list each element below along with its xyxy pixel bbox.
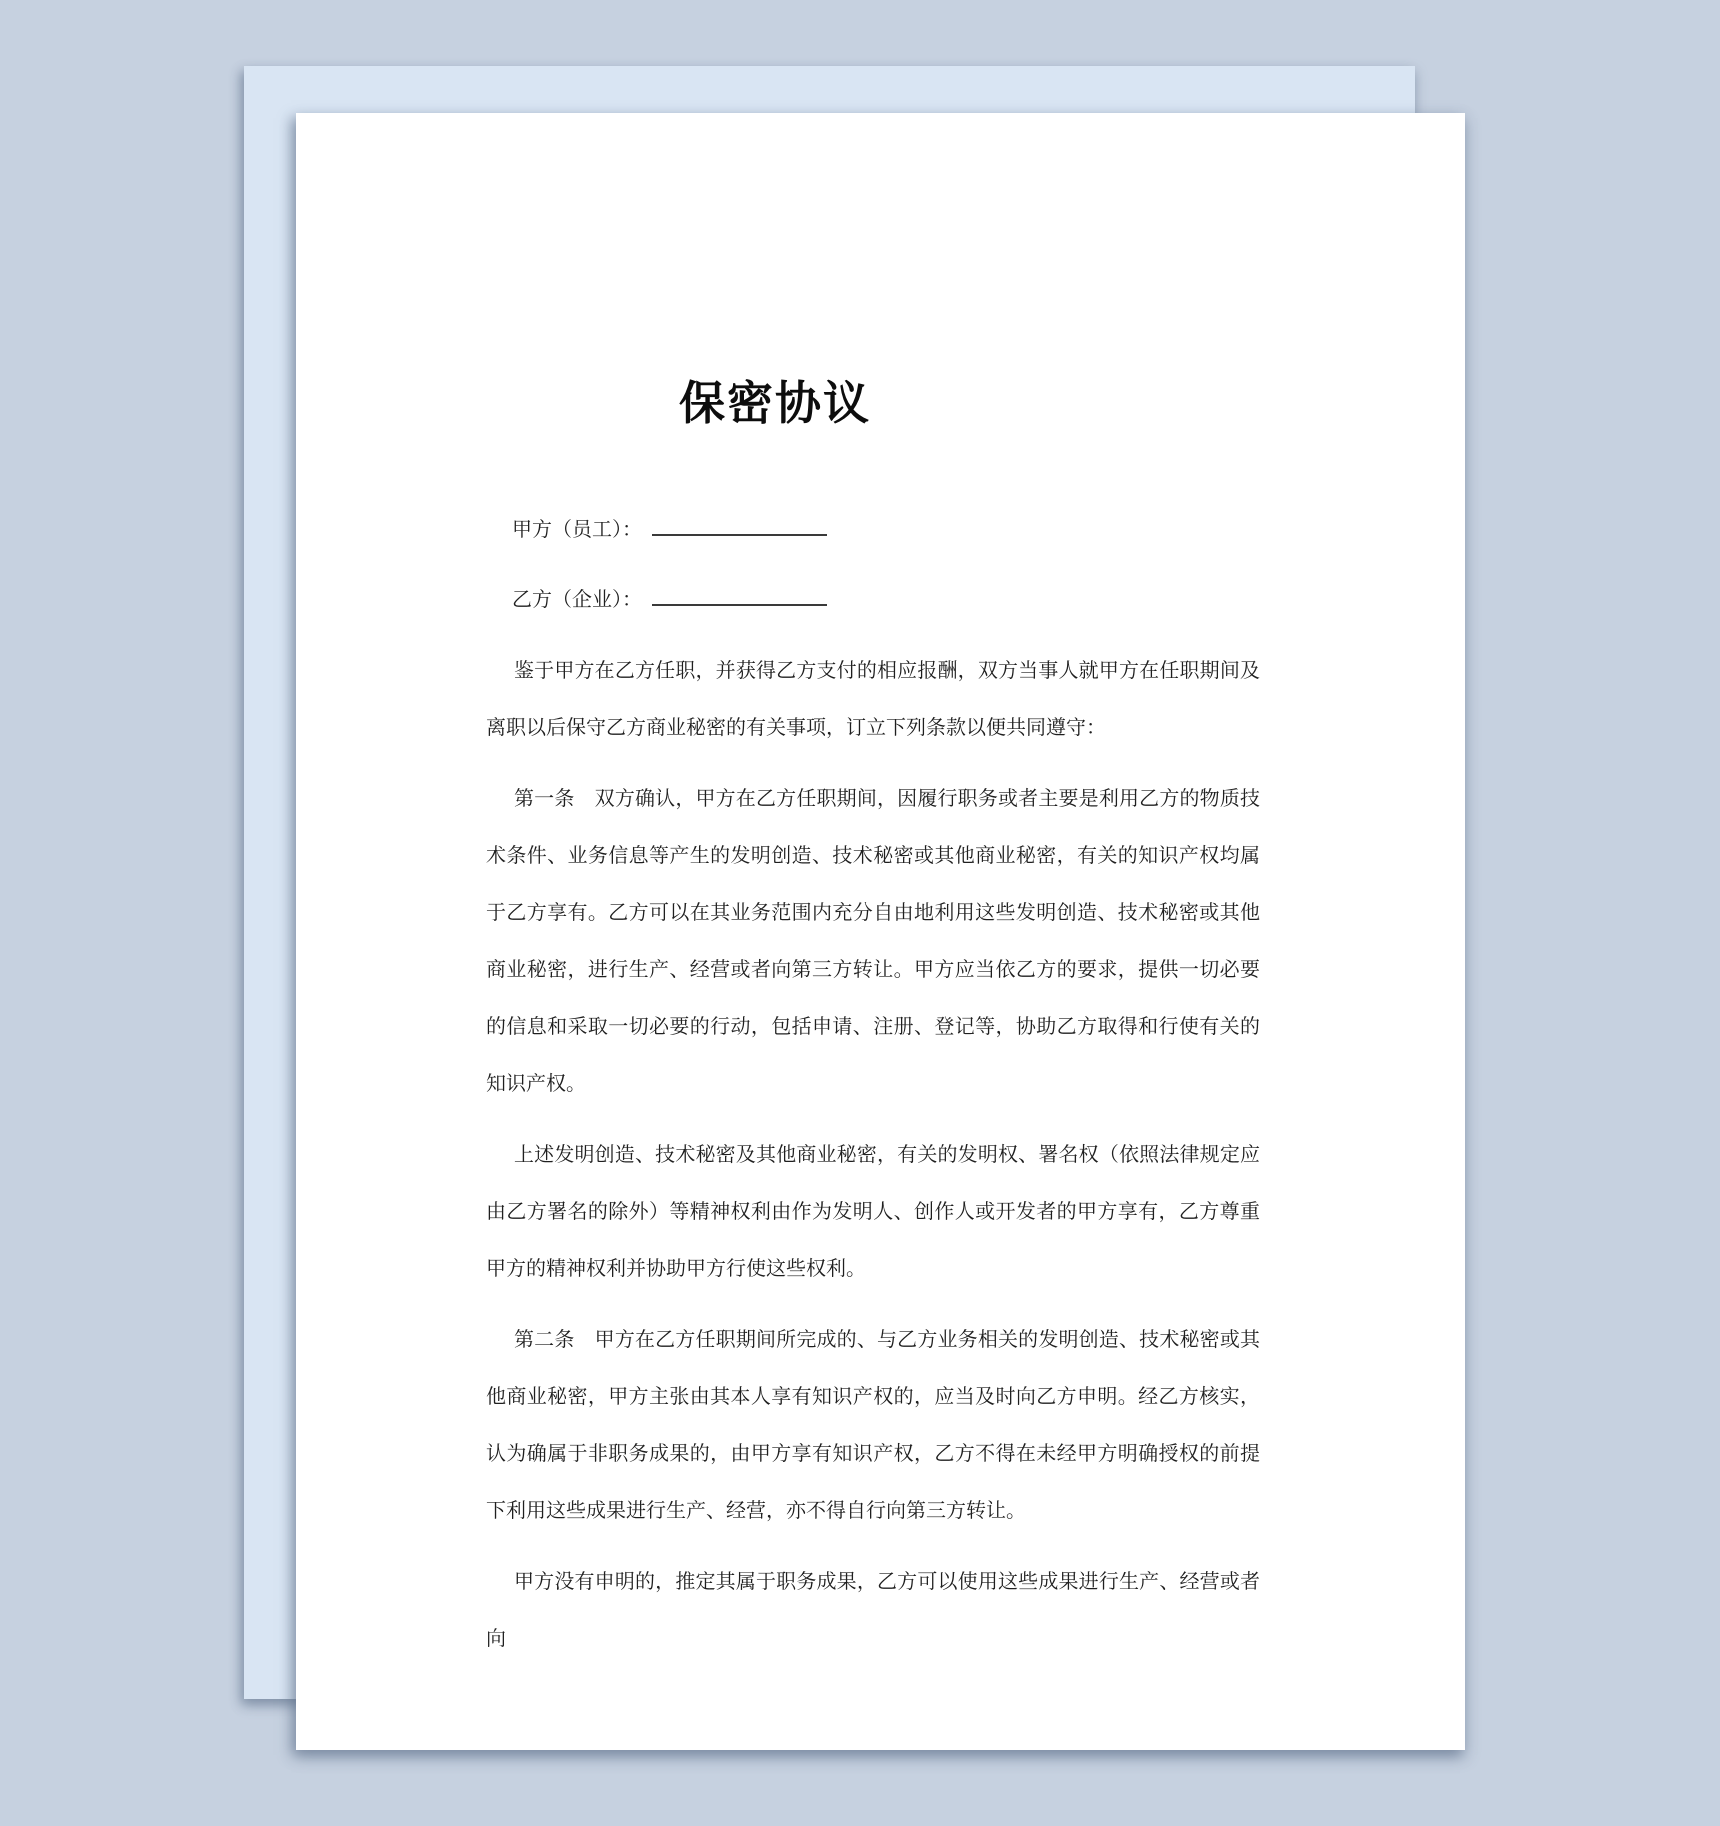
party-a-blank-line [652,514,827,536]
paragraph-article-1: 第一条 双方确认，甲方在乙方任职期间，因履行职务或者主要是利用乙方的物质技术条件、业务信息等产生的发明创造、技术秘密或其他商业秘密，有关的知识产权均属于乙方享有。乙方可以在其业务范围内充分自由地利用这些发明创造、技术秘密或其他商业秘密，进行生产、经营或者向第三方转让。甲方应当依乙方的要求，提供一切必要的信息和采取一切必要的行动，包括申请、注册、登记等，协助乙方取得和行使有关的知识产权。 [486,788,1260,1095]
party-b-blank-line [652,584,827,606]
paragraph-article-2: 第二条 甲方在乙方任职期间所完成的、与乙方业务相关的发明创造、技术秘密或其他商业秘密，甲方主张由其本人享有知识产权的，应当及时向乙方申明。经乙方核实，认为确属于非职务成果的，由甲方享有知识产权，乙方不得在未经甲方明确授权的前提下利用这些成果进行生产、经营，亦不得自行向第三方转让。 [486,1329,1260,1522]
paragraph-article-2-continued: 甲方没有申明的，推定其属于职务成果，乙方可以使用这些成果进行生产、经营或者向 [486,1571,1260,1650]
document-page [296,113,1465,1750]
party-b-line [486,572,1260,629]
party-a-line [486,502,1260,559]
party-a-label: 甲方（员工）： [512,519,642,541]
document-title: 保密协议 [679,377,871,429]
paragraph-preamble: 鉴于甲方在乙方任职，并获得乙方支付的相应报酬，双方当事人就甲方在任职期间及离职以后保守乙方商业秘密的有关事项，订立下列条款以便共同遵守： [486,660,1260,739]
paragraph-article-1-continued: 上述发明创造、技术秘密及其他商业秘密，有关的发明权、署名权（依照法律规定应由乙方署名的除外）等精神权利由作为发明人、创作人或开发者的甲方享有，乙方尊重甲方的精神权利并协助甲方行使这些权利。 [486,1144,1260,1280]
party-b-label: 乙方（企业）： [512,589,642,611]
